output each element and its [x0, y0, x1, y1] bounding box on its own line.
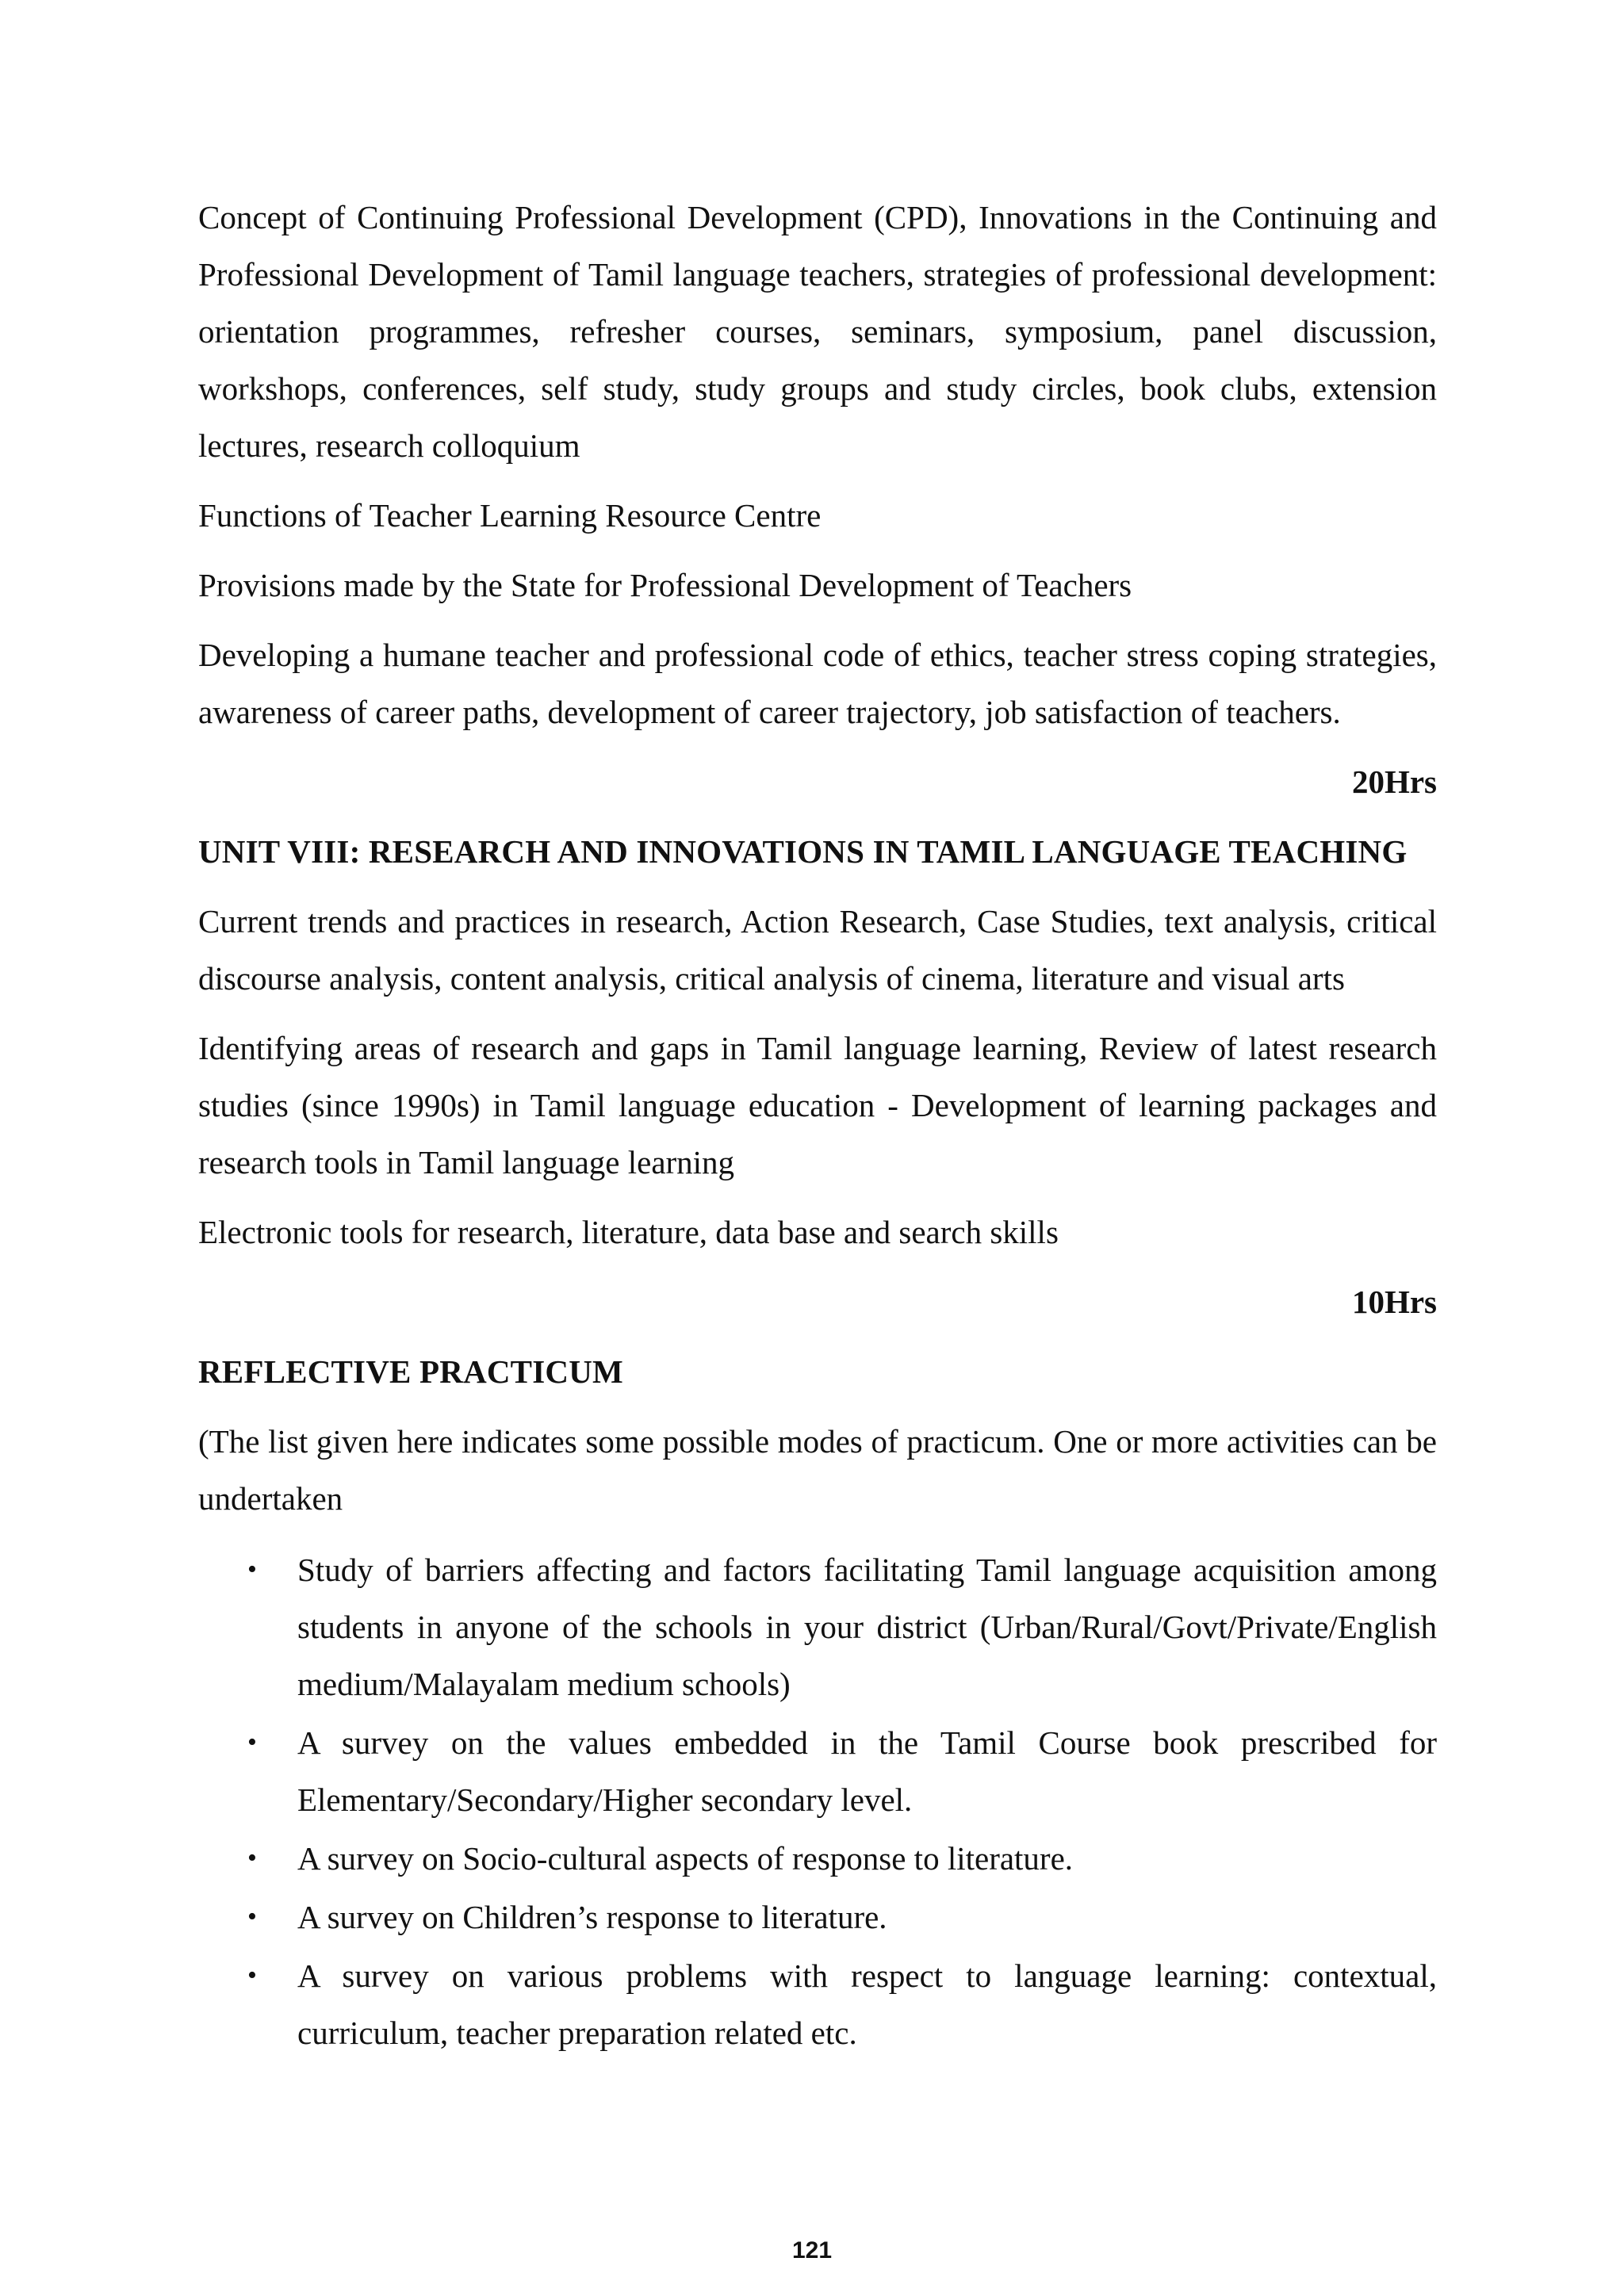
- unit8-heading: UNIT VIII: RESEARCH AND INNOVATIONS IN TAMIL LANGUAGE TEACHING: [198, 833, 1408, 870]
- list-item-text: A survey on the values embedded in the Tamil Course book prescribed for Elementary/Secondary/Higher secondary level.: [297, 1724, 1437, 1818]
- bullet-icon: •: [247, 1555, 257, 1584]
- paragraph-electronic-tools: Electronic tools for research, literature, data base and search skills: [198, 1214, 1059, 1250]
- practicum-intro: (The list given here indicates some possible modes of practicum. One or more activities can be undertaken: [198, 1423, 1437, 1517]
- page-number: 121: [791, 2237, 833, 2263]
- bullet-icon: •: [247, 1843, 257, 1873]
- list-item-text: A survey on various problems with respect to language learning: contextual, curriculum, teacher preparation related etc.: [297, 1957, 1437, 2051]
- practicum-heading: REFLECTIVE PRACTICUM: [198, 1353, 623, 1390]
- list-item: [198, 1888, 1437, 1946]
- list-item-text: A survey on Socio-cultural aspects of response to literature.: [297, 1840, 1074, 1877]
- paragraph-state-provisions: Provisions made by the State for Professional Development of Teachers: [198, 567, 1132, 603]
- paragraph-research-trends: Current trends and practices in research, Action Research, Case Studies, text analysis, critical discourse analysis, content analysis, critical analysis of cinema, literature and visual arts: [198, 903, 1437, 997]
- paragraph-cpd-concept: Concept of Continuing Professional Development (CPD), Innovations in the Continuing and Professional Development of Tamil language teachers, strategies of professional development: orientation programmes, refresher courses, seminars, symposium, panel discussion, workshops, conferences, self study, study groups and study circles, book clubs, extension lectures, research colloquium: [198, 199, 1437, 464]
- paragraph-humane-teacher: Developing a humane teacher and professional code of ethics, teacher stress coping strategies, awareness of career paths, development of career trajectory, job satisfaction of teachers.: [198, 637, 1437, 730]
- bullet-icon: •: [247, 1902, 257, 1931]
- hours-label-unit7: 20Hrs: [1351, 763, 1437, 800]
- paragraph-tlrc-functions: Functions of Teacher Learning Resource Centre: [198, 497, 822, 534]
- list-item: [198, 1714, 1437, 1828]
- practicum-activity-list: [198, 1541, 1437, 2061]
- paragraph-research-gaps: Identifying areas of research and gaps in Tamil language learning, Review of latest research studies (since 1990s) in Tamil language education - Development of learning packages and research tools in Tamil language learning: [198, 1030, 1437, 1181]
- bullet-icon: •: [247, 1961, 257, 1990]
- list-item: [198, 1947, 1437, 2061]
- list-item-text: Study of barriers affecting and factors facilitating Tamil language acquisition among students in anyone of the schools in your district (Urban/Rural/Govt/Private/English medium/Malayalam medium schools): [297, 1552, 1437, 1702]
- list-item: [198, 1541, 1437, 1712]
- document-page: [198, 189, 1437, 2063]
- list-item-text: A survey on Children’s response to literature.: [297, 1899, 887, 1935]
- hours-label-unit8: 10Hrs: [1351, 1284, 1437, 1320]
- list-item: [198, 1830, 1437, 1887]
- bullet-icon: •: [247, 1728, 257, 1757]
